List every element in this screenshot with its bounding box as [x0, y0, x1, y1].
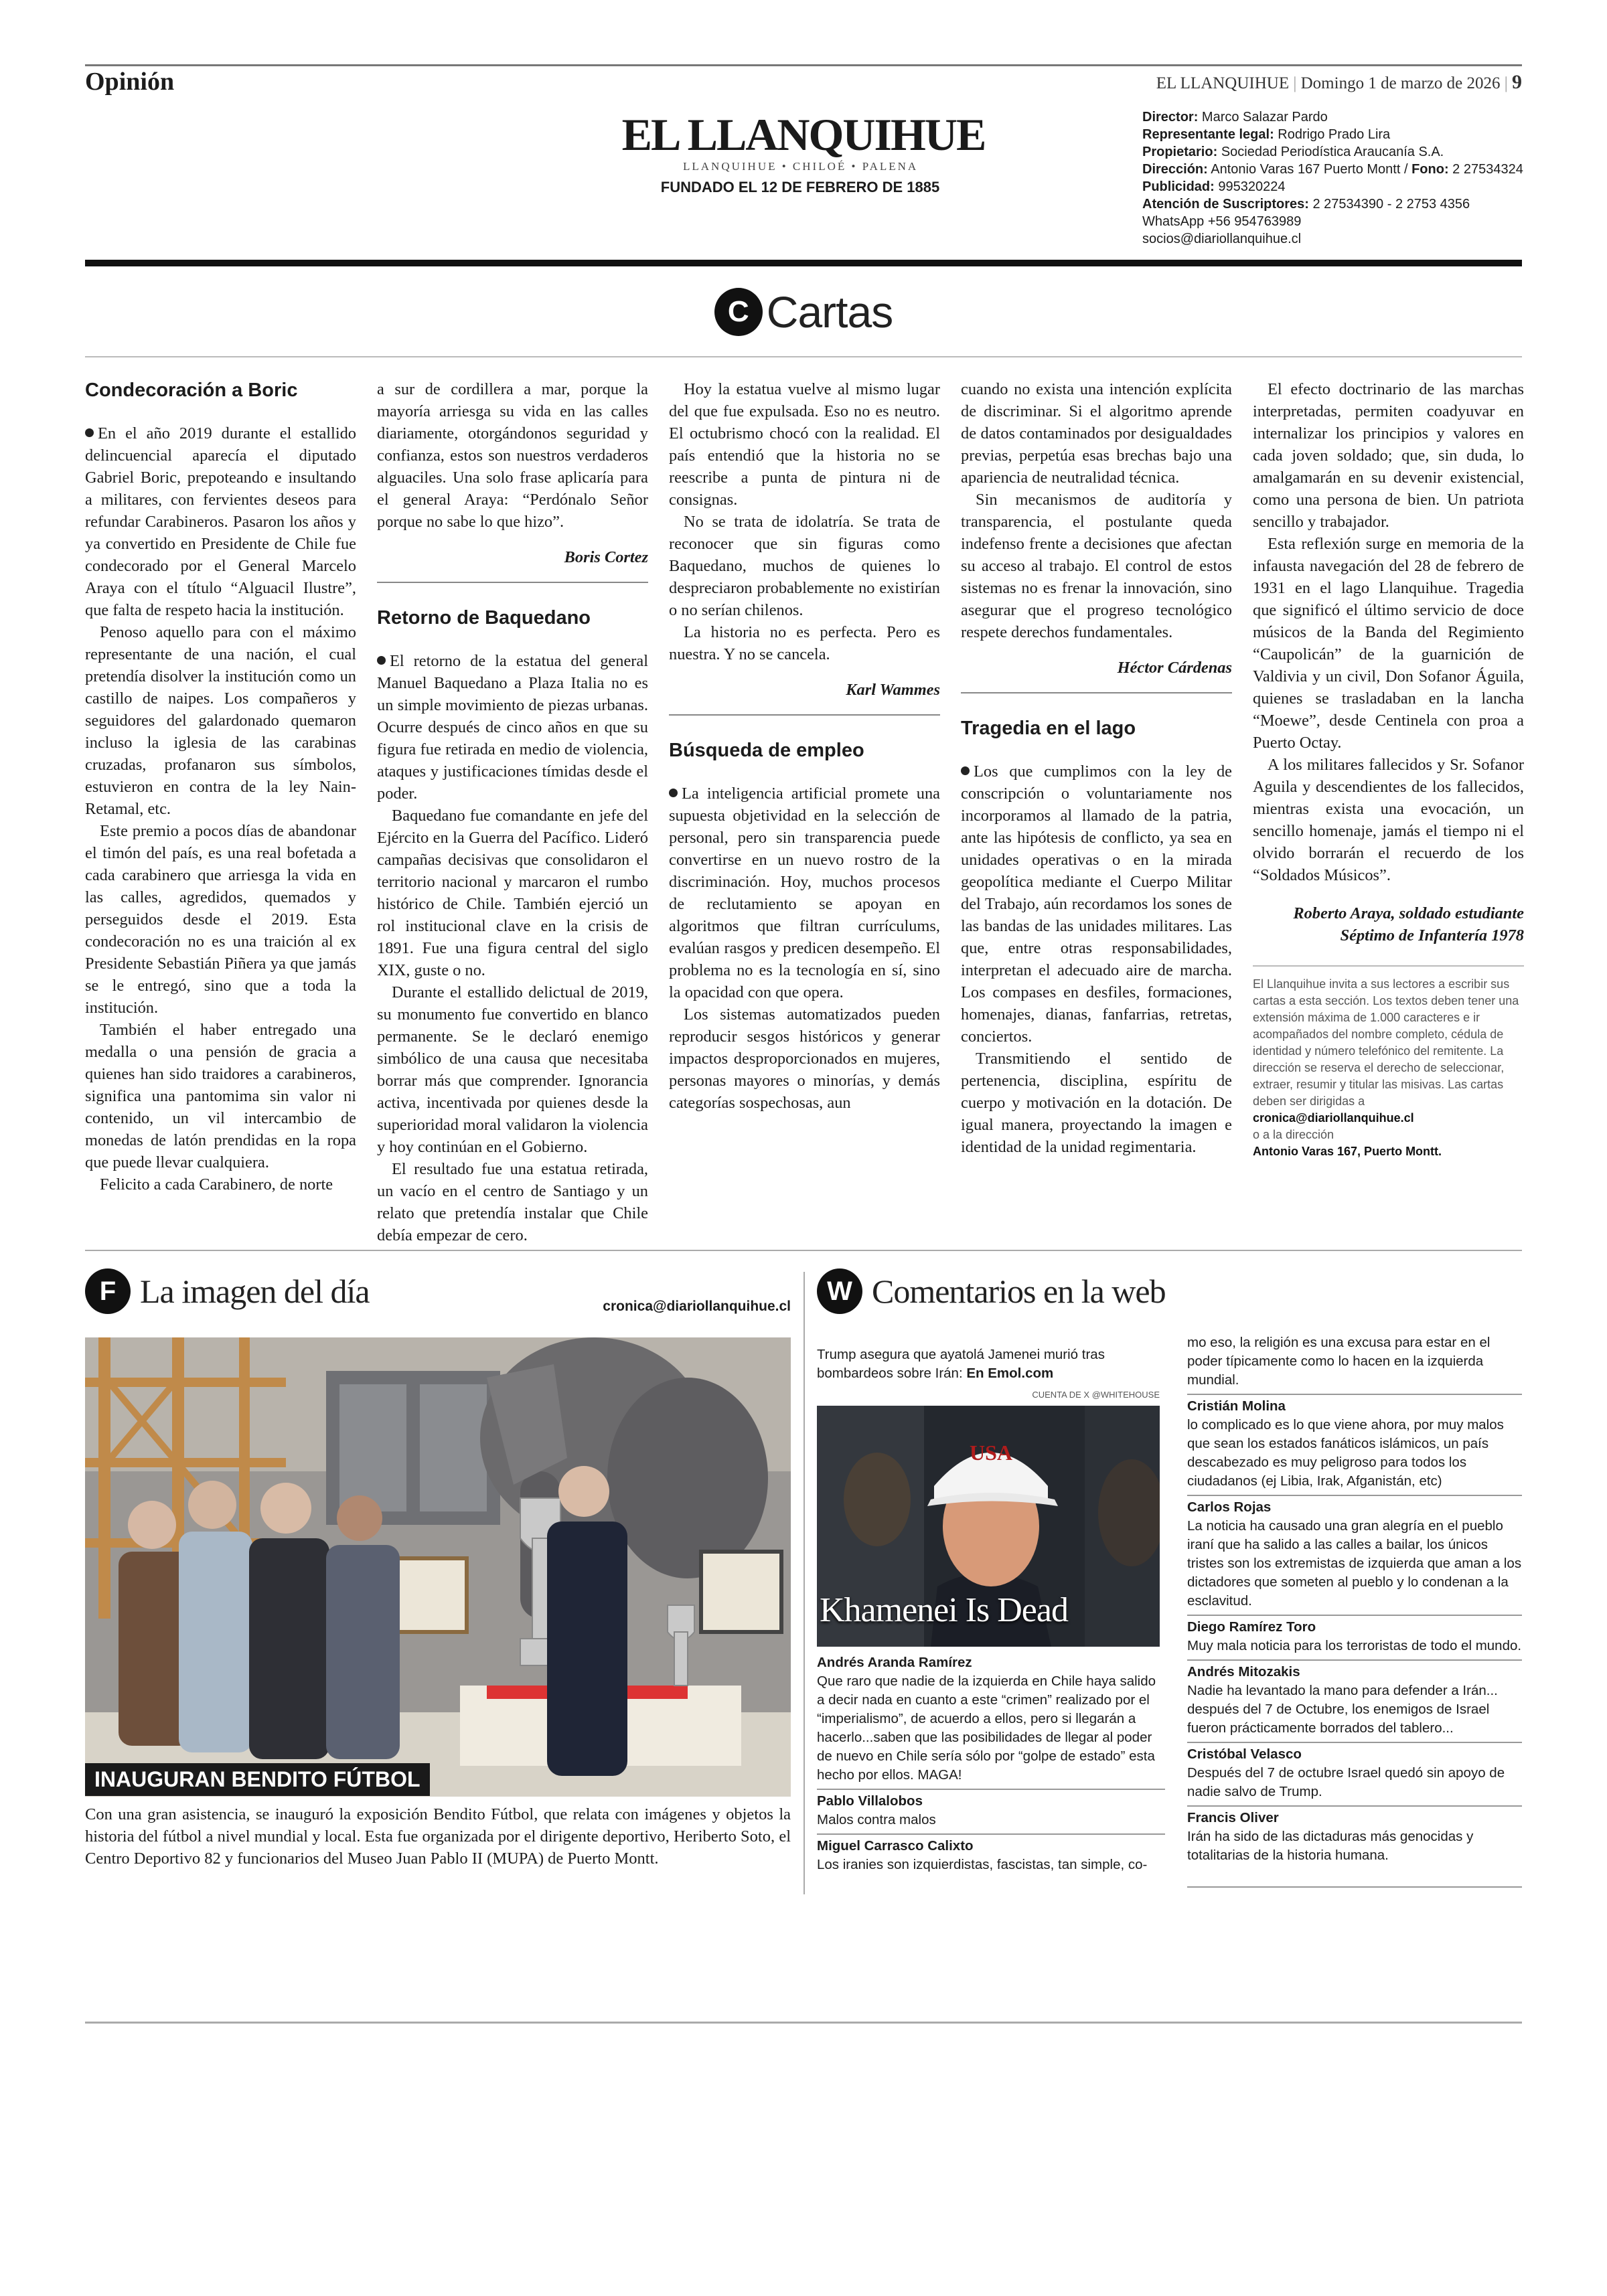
photo-caption: Con una gran asistencia, se inauguró la exposición Bendito Fútbol, que relata con imágenes y objetos la historia del fútbol a nivel mundial y local. Esta fue organizada por el dirigente deportivo, Heriberto Soto, el Centro Deportivo 82 y funcionarios del Museo Juan Pablo II (MUPA) de Puerto Montt. — [85, 1805, 791, 1868]
letter-paragraph: Baquedano fue comandante en jefe del Ejército en la Guerra del Pacífico. Lideró campañas decisivas que consolidaron el territorio nacional y marcaron el rumbo histórico de Chile. También ejerció un rol institucional clave en la crisis de 1891. Fue una figura central del siglo XIX, guste o no. — [377, 807, 648, 979]
comment-text: Malos contra malos — [817, 1812, 936, 1827]
photo-credit: CUENTA DE X @WHITEHOUSE — [1032, 1390, 1160, 1400]
comment-text: lo complicado es lo que viene ahora, por muy malos que sean los estados fanáticos islámicos, un país descabezado es muy peligroso para todos los ciudadanos (ej Libia, Irak, Afganistán, etc) — [1187, 1417, 1504, 1489]
comment — [817, 1789, 1165, 1829]
letter-signature: Boris Cortez — [564, 548, 648, 566]
masthead — [522, 108, 1085, 196]
trump-photo — [817, 1406, 1160, 1647]
comment-author: Cristóbal Velasco — [1187, 1746, 1302, 1762]
imagen-title: La imagen del día — [140, 1273, 370, 1310]
photo-illustration — [85, 1337, 791, 1797]
comment-text: Irán ha sido de las dictaduras más genocidas y totalitarias de la historia humana. — [1187, 1829, 1474, 1863]
comment-text: Los iranies son izquierdistas, fascistas, tan simple, co- — [817, 1857, 1148, 1872]
comment-text: Que raro que nadie de la izquierda en Chile haya salido a decir nada en cuanto a este “crimen” realizado por el “imperialismo”, de acuerdo a ellos, pero si llegarán a hacerlo...saben que las posibilidades de llegar al poder de nuevo en Chile sería sólo por “golpe de estado” esta hecho por ellos. MAGA! — [817, 1673, 1156, 1783]
footer-rule — [85, 2022, 1522, 2024]
comment-text: mo eso, la religión es una excusa para estar en el poder típicamente como lo hacen en la izquierda mundial. — [1187, 1335, 1490, 1388]
letter-paragraph: cuando no exista una intención explícita de discriminar. Si el algoritmo aprende de datos contaminados por desigualdades previas, perpetúa esas brechas bajo una apariencia de neutralidad técnica. — [961, 380, 1232, 487]
letter-signature: Roberto Araya, soldado estudiante — [1293, 904, 1524, 922]
web-badge-icon: W — [817, 1268, 862, 1314]
staff-line: WhatsApp +56 954763989 — [1142, 214, 1302, 229]
letter-paragraph: Felicito a cada Carabinero, de norte — [100, 1175, 333, 1194]
masthead-brand: EL LLANQUIHUE — [621, 109, 986, 160]
web-heading — [817, 1268, 1166, 1314]
letter-title: Condecoración a Boric — [85, 380, 298, 401]
cartas-title: Cartas — [766, 287, 893, 337]
letter-paragraph: A los militares fallecidos y Sr. Sofanor Aguila y descendientes de los fallecidos, mientras exista una evocación, un sencillo homenaje, jamás el tiempo ni el olvido borrarán el recuerdo de los “Soldados Músicos”. — [1253, 756, 1524, 884]
bullet-icon — [961, 766, 970, 775]
header-divider — [85, 260, 1522, 266]
dateline-date: Domingo 1 de marzo de 2026 — [1300, 74, 1501, 92]
photo-overlay-text: Khamenei Is Dead — [820, 1591, 1068, 1629]
section-rule — [85, 1250, 1522, 1251]
letter-title: Tragedia en el lago — [961, 718, 1136, 739]
column-1 — [85, 378, 356, 1196]
invite-divider — [1253, 965, 1524, 967]
comment-text: Muy mala noticia para los terroristas de todo el mundo. — [1187, 1638, 1522, 1653]
letter-paragraph: Transmitiendo el sentido de pertenencia, disciplina, espíritu de cuerpo y motivación en la dotación. De igual manera, proyectando la imagen e identidad de la unidad regimentaria. — [961, 1050, 1232, 1156]
page-number: 9 — [1512, 71, 1522, 93]
comment — [1187, 1742, 1522, 1801]
bullet-icon — [377, 656, 386, 665]
staff-box — [1142, 108, 1531, 248]
imagen-badge-icon: F — [85, 1268, 131, 1314]
bullet-icon — [85, 428, 94, 437]
letter-paragraph: El efecto doctrinario de las marchas interpretadas, permiten coadyuvar en internalizar los principios y valores en cada joven soldado; que, sin duda, lo amalgamarán en su devenir existencial, como una persona de bien. Un patriota sencillo y trabajador. — [1253, 380, 1524, 531]
bullet-icon — [669, 789, 678, 797]
letter-paragraph: La historia no es perfecta. Pero es nuestra. Y no se cancela. — [669, 623, 940, 663]
cartas-badge-icon: C — [714, 288, 763, 336]
letter-signature: Héctor Cárdenas — [1117, 659, 1232, 677]
comment — [817, 1833, 1165, 1874]
letter-signature-2: Séptimo de Infantería 1978 — [1340, 926, 1524, 945]
column-5 — [1253, 378, 1524, 1160]
comment-author: Francis Oliver — [1187, 1810, 1279, 1825]
photo-bendito-futbol — [85, 1337, 791, 1797]
column-4 — [961, 378, 1232, 1158]
letter-paragraph: Sin mecanismos de auditoría y transparencia, el postulante queda indefenso frente a decisiones que afectan su acceso al trabajo. El control de estos sistemas no es frenar la innovación, sino asegurar que el progreso tecnológico respete derechos fundamentales. — [961, 491, 1232, 641]
cap-text: USA — [969, 1441, 1012, 1465]
comment-author: Andrés Mitozakis — [1187, 1664, 1300, 1679]
letter-paragraph: Hoy la estatua vuelve al mismo lugar del que fue expulsada. Eso no es neutro. El octubrismo chocó con la realidad. El país entendió que la historia no se reescribe a punta de pintura ni de consignas. — [669, 380, 940, 509]
comment — [1187, 1333, 1522, 1390]
letter-paragraph: La inteligencia artificial promete una supuesta objetividad en la selección de personal, pero sin transparencia puede convertirse en un nuevo rostro de la discriminación. Hoy, muchos procesos de reclutamiento se apoyan en algoritmos que filtran currículums, evalúan rasgos y predicen desempeño. El problema no es la tecnología en sí, sino la opacidad con que opera. — [669, 785, 940, 1001]
comment-text: Después del 7 de octubre Israel quedó sin apoyo de nadie salvo de Trump. — [1187, 1765, 1505, 1799]
photo-label: INAUGURAN BENDITO FÚTBOL — [85, 1763, 430, 1796]
staff-line: Director: Marco Salazar Pardo — [1142, 110, 1328, 125]
comment — [1187, 1659, 1522, 1738]
staff-line: Publicidad: 995320224 — [1142, 179, 1286, 194]
comment — [1187, 1495, 1522, 1611]
comment-author: Cristián Molina — [1187, 1398, 1286, 1414]
comment-author: Miguel Carrasco Calixto — [817, 1838, 974, 1854]
comment — [1187, 1394, 1522, 1491]
masthead-founded: FUNDADO EL 12 DE FEBRERO DE 1885 — [660, 179, 940, 195]
dateline: EL LLANQUIHUE | Domingo 1 de marzo de 2026 | 9 — [1156, 71, 1522, 93]
invite-address: Antonio Varas 167, Puerto Montt. — [1253, 1145, 1442, 1158]
letter-paragraph: Durante el estallido delictual de 2019, su monumento fue convertido en blanco permanente. Se le declaró enemigo simbólico de una causa que necesitaba borrar más que comprender. Ignorancia activa, incentivada por quienes desde la superioridad moral validaron la violencia y hoy continúan en el Gobierno. — [377, 983, 648, 1156]
column-2 — [377, 378, 648, 1246]
web-left-column — [817, 1345, 1165, 1874]
vertical-divider — [804, 1272, 805, 1894]
comment — [1187, 1805, 1522, 1865]
section-label: Opinión — [85, 68, 175, 96]
letter-divider — [961, 692, 1232, 693]
cartas-rule — [85, 356, 1522, 357]
letter-divider — [377, 582, 648, 583]
letter-paragraph: En el año 2019 durante el estallido delincuencial aparecía el diputado Gabriel Boric, prepoteando e insultando a militares, con fervientes deseos para refundar Carabineros. Pasaron los años y ya convertido en Presidente de Chile fue condecorado por el General Marcelo Araya con el título “Alguacil Ilustre”, que falta de respeto hacia la institución. — [85, 424, 356, 619]
letter-title: Búsqueda de empleo — [669, 740, 864, 761]
letter-paragraph: Penoso aquello para con el máximo representante de una nación, el cual pretendía disolver la institución como un castillo de naipes. Los compañeros y seguidores del galardonado quemaron incluso la iglesia de las carabinas cruzadas, profanaron sus símbolos, estuvieron en contra de la ley Nain-Retamal, etc. — [85, 623, 356, 818]
letter-paragraph: Los que cumplimos con la ley de conscripción o voluntariamente nos incorporamos al llamado de la patria, ante las hipótesis de conflicto, ya sea en unidades operativas o en la mirada geopolítica mediante el Cuerpo Militar del Trabajo, aún recordamos los sones de las bandas de las unidades militares. Las que, entre otras responsabilidades, interpretan el adecuado aire de marcha. Los compases en desfiles, formaciones, homenajes, dianas, fanfarrias, retretas, conciertos. — [961, 762, 1232, 1046]
comment — [817, 1653, 1165, 1785]
letter-paragraph: Este premio a pocos días de abandonar el timón del país, es una real bofetada a cada carabinero que arriesga la vida en las calles, agredidos, quemados y perseguidos desde el 2019. Esta condecoración no es una traición al ex Presidente Sebastián Piñera ya que jamás se le entregó, sino que a toda la institución. — [85, 822, 356, 1017]
staff-email[interactable]: socios@diariollanquihue.cl — [1142, 232, 1302, 246]
staff-line: Representante legal: Rodrigo Prado Lira — [1142, 127, 1391, 142]
comment-author: Pablo Villalobos — [817, 1793, 923, 1809]
web-title: Comentarios en la web — [872, 1273, 1166, 1310]
staff-line: Atención de Suscriptores: 2 27534390 - 2 2753 4356 — [1142, 197, 1470, 212]
staff-line: Dirección: Antonio Varas 167 Puerto Montt / Fono: 2 27534324 — [1142, 162, 1523, 177]
column-3 — [669, 378, 940, 1114]
comment-author: Carlos Rojas — [1187, 1499, 1272, 1515]
comment-text: La noticia ha causado una gran alegría en el pueblo iraní que ha salido a las calles a bailar, los únicos tristes son los extremistas de izquierda que aman a los dictadores que someten al pueblo y lo condenan a la esclavitud. — [1187, 1518, 1522, 1609]
imagen-email[interactable]: cronica@diariollanquihue.cl — [603, 1299, 791, 1314]
letter-paragraph: Esta reflexión surge en memoria de la infausta navegación del 28 de febrero de 1931 en el lago Llanquihue. Tragedia que significó el último servicio de doce músicos de la Banda del Regimiento “Caupolicán” de la guarnición de Valdivia y un civil, Don Sofanor Águila, quienes se trasladaban en la lancha “Moewe”, desde Centinela con proa a Puerto Octay. — [1253, 535, 1524, 752]
comment-text: Nadie ha levantado la mano para defender a Irán... después del 7 de Octubre, los enemigos de Israel fueron prácticamente borrados del tablero... — [1187, 1683, 1498, 1736]
top-rule — [85, 64, 1522, 66]
web-source-link[interactable]: En Emol.com — [966, 1366, 1054, 1381]
letter-paragraph: El resultado fue una estatua retirada, un vacío en el centro de Santiago y un relato que pretendía instalar que Chile debía empezar de cero. — [377, 1160, 648, 1244]
letter-paragraph: El retorno de la estatua del general Manuel Baquedano a Plaza Italia no es un simple movimiento de piezas urbanas. Ocurre después de cinco años en que su figura fue retirada en medio de violencia, ataques y justificaciones tímidas desde el poder. — [377, 652, 648, 803]
comment-author: Diego Ramírez Toro — [1187, 1619, 1316, 1635]
letter-paragraph: También el haber entregado una medalla o una pensión de gracia a quienes han sido traidores a carabineros, significa una pantomima sin valor ni contenido, un vil intercambio de monedas de latón prendidas en la ropa que puede llevar cualquiera. — [85, 1021, 356, 1171]
imagen-heading — [85, 1268, 370, 1314]
dateline-paper: EL LLANQUIHUE — [1156, 74, 1290, 92]
comment-author: Andrés Aranda Ramírez — [817, 1655, 972, 1670]
invite-email[interactable]: cronica@diariollanquihue.cl — [1253, 1111, 1414, 1125]
letter-signature: Karl Wammes — [846, 681, 940, 699]
letter-divider — [669, 714, 940, 716]
invite-box: El Llanquihue invita a sus lectores a escribir sus cartas a esta sección. Los textos deben tener una extensión máxima de 1.000 caracteres e ir acompañados del nombre completo, cédula de identidad y número telefónico del remitente. La dirección se reserva el derecho de seleccionar, extraer, resumir y titular las misivas. Las cartas deben ser dirigidas a cronica@diariollanquihue.cl o a la dirección Antonio Varas 167, Puerto Montt. — [1253, 976, 1524, 1160]
comments-end-rule — [1187, 1886, 1522, 1888]
masthead-regions: LLANQUIHUE • CHILOÉ • PALENA — [683, 160, 919, 173]
comment — [1187, 1615, 1522, 1655]
letter-title: Retorno de Baquedano — [377, 607, 591, 629]
cartas-heading — [85, 286, 1522, 353]
staff-line: Propietario: Sociedad Periodística Araucanía S.A. — [1142, 145, 1444, 159]
letter-paragraph: Los sistemas automatizados pueden reproducir sesgos históricos y generar impactos desproporcionados en mujeres, personas mayores o minorías, y demás categorías sospechosas, aun — [669, 1005, 940, 1112]
web-headline: Trump asegura que ayatolá Jamenei murió tras bombardeos sobre Irán: En Emol.com — [817, 1347, 1105, 1381]
web-right-column — [1187, 1333, 1522, 1865]
letter-paragraph: No se trata de idolatría. Se trata de reconocer que sin figuras como Baquedano, muchos de quienes lo despreciaron probablemente no existirían o no serían chilenos. — [669, 513, 940, 619]
letter-paragraph: a sur de cordillera a mar, porque la mayoría arriesga su vida en las calles diariamente, otorgándonos seguridad y confianza, estos son nuestros verdaderos alguaciles. Una solo frase aplicaría para el general Araya: “Perdónalo Señor porque no sabe lo que hizo”. — [377, 380, 648, 531]
